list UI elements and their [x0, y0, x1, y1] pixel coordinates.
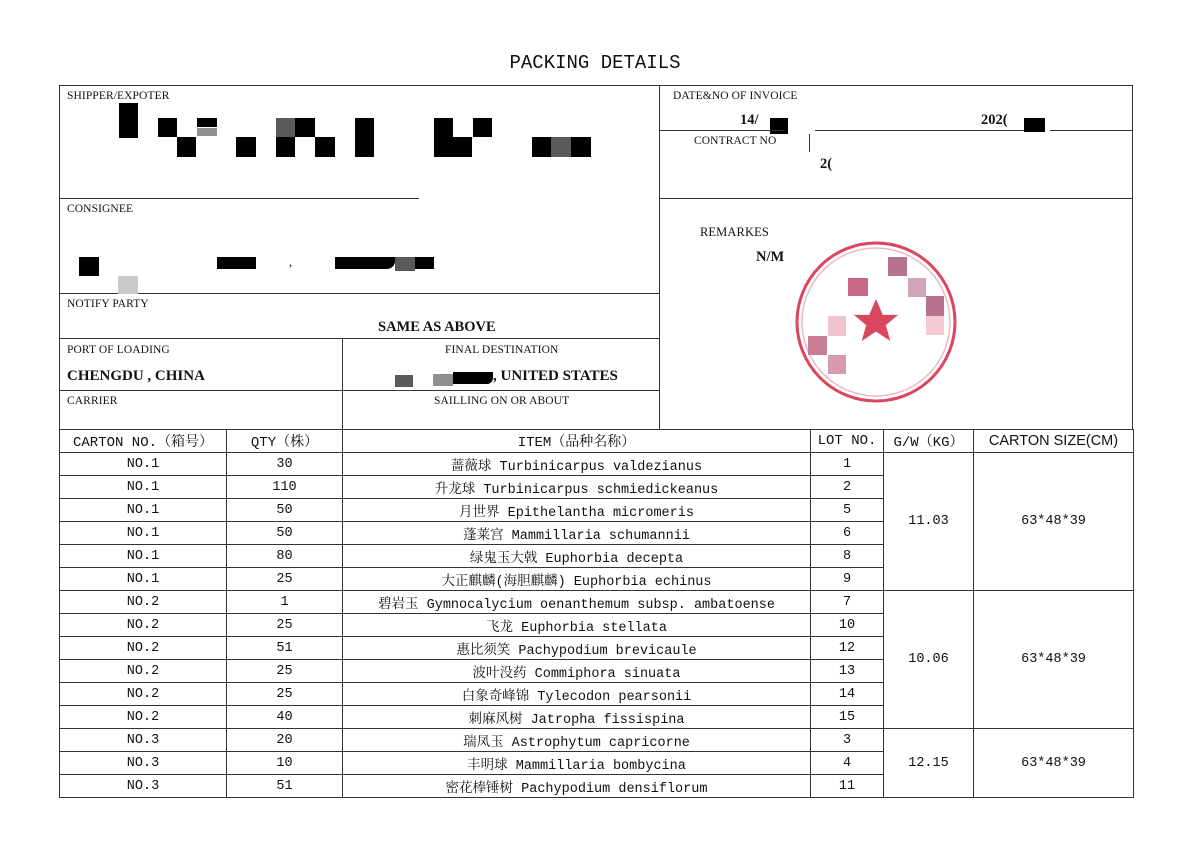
item-cell: 大正麒麟(海胆麒麟) Euphorbia echinus: [343, 568, 811, 591]
notify-value: SAME AS ABOVE: [378, 319, 496, 335]
carton-cell: NO.2: [60, 706, 227, 729]
lot-cell: 3: [811, 729, 884, 752]
item-cell: 惠比须笑 Pachypodium brevicaule: [343, 637, 811, 660]
sailing-label: SAILLING ON OR ABOUT: [434, 395, 570, 407]
qty-cell: 25: [227, 683, 343, 706]
invoice-underline: [659, 130, 784, 131]
shipper-label: SHIPPER/EXPOTER: [67, 90, 170, 102]
qty-cell: 25: [227, 568, 343, 591]
port-label: PORT OF LOADING: [67, 344, 170, 356]
date-invoice-label: DATE&NO OF INVOICE: [673, 90, 798, 102]
page-title: PACKING DETAILS: [509, 52, 681, 74]
item-cell: 刺麻风树 Jatropha fissispina: [343, 706, 811, 729]
carton-cell: NO.1: [60, 476, 227, 499]
qty-cell: 50: [227, 522, 343, 545]
lot-cell: 8: [811, 545, 884, 568]
notify-label: NOTIFY PARTY: [67, 298, 149, 310]
gross-weight-cell: 11.03: [884, 453, 974, 591]
qty-cell: 1: [227, 591, 343, 614]
table-row: [60, 591, 1134, 614]
qty-cell: 40: [227, 706, 343, 729]
qty-cell: 80: [227, 545, 343, 568]
carton-cell: NO.1: [60, 568, 227, 591]
carton-cell: NO.1: [60, 453, 227, 476]
gross-weight-cell: 12.15: [884, 729, 974, 798]
col-header-lot: LOT NO.: [811, 430, 884, 453]
remarks-label: REMARKES: [700, 225, 769, 239]
consignee-label: CONSIGNEE: [67, 203, 134, 215]
carton-cell: NO.2: [60, 660, 227, 683]
port-value: CHENGDU , CHINA: [67, 368, 205, 384]
item-cell: 密花棒锤树 Pachypodium densiflorum: [343, 775, 811, 798]
star-icon: [854, 299, 898, 341]
invoice-date-left: 14/: [740, 112, 759, 128]
invoice-date-redaction-2: [1024, 118, 1045, 132]
carton-cell: NO.3: [60, 729, 227, 752]
qty-cell: 110: [227, 476, 343, 499]
qty-cell: 20: [227, 729, 343, 752]
consignee-comma: ,: [289, 254, 293, 269]
carton-cell: NO.3: [60, 775, 227, 798]
contract-label: CONTRACT NO: [694, 135, 777, 147]
qty-cell: 51: [227, 637, 343, 660]
carton-cell: NO.2: [60, 614, 227, 637]
col-header-item: ITEM（品种名称）: [343, 430, 811, 453]
item-cell: 蔷薇球 Turbinicarpus valdezianus: [343, 453, 811, 476]
remarks-value: N/M: [756, 249, 785, 265]
company-stamp: [790, 240, 960, 405]
invoice-underline-2: [815, 130, 1030, 131]
carton-cell: NO.2: [60, 637, 227, 660]
item-cell: 绿鬼玉大戟 Euphorbia decepta: [343, 545, 811, 568]
item-cell: 波叶没药 Commiphora sinuata: [343, 660, 811, 683]
lot-cell: 10: [811, 614, 884, 637]
item-cell: 升龙球 Turbinicarpus schmiedickeanus: [343, 476, 811, 499]
qty-cell: 10: [227, 752, 343, 775]
lot-cell: 11: [811, 775, 884, 798]
lot-cell: 9: [811, 568, 884, 591]
item-cell: 月世界 Epithelantha micromeris: [343, 499, 811, 522]
qty-cell: 25: [227, 660, 343, 683]
lot-cell: 13: [811, 660, 884, 683]
carton-cell: NO.1: [60, 522, 227, 545]
carton-size-cell: 63*48*39: [974, 729, 1134, 798]
item-cell: 白象奇峰锦 Tylecodon pearsonii: [343, 683, 811, 706]
col-header-qty: QTY（株）: [227, 430, 343, 453]
destination-label: FINAL DESTINATION: [445, 344, 559, 356]
carton-size-cell: 63*48*39: [974, 453, 1134, 591]
table-row: [60, 453, 1134, 476]
lot-cell: 14: [811, 683, 884, 706]
carton-cell: NO.2: [60, 591, 227, 614]
item-cell: 飞龙 Euphorbia stellata: [343, 614, 811, 637]
qty-cell: 51: [227, 775, 343, 798]
carton-cell: NO.3: [60, 752, 227, 775]
lot-cell: 12: [811, 637, 884, 660]
item-cell: 丰明球 Mammillaria bombycina: [343, 752, 811, 775]
invoice-underline-3: [1050, 130, 1132, 131]
destination-value: , UNITED STATES: [493, 368, 618, 384]
invoice-date-redaction-1: [770, 118, 788, 134]
lot-cell: 5: [811, 499, 884, 522]
lot-cell: 7: [811, 591, 884, 614]
carton-cell: NO.2: [60, 683, 227, 706]
contract-value: 2(: [820, 156, 833, 172]
item-cell: 蓬莱宫 Mammillaria schumannii: [343, 522, 811, 545]
qty-cell: 30: [227, 453, 343, 476]
lot-cell: 4: [811, 752, 884, 775]
col-header-gw: G/W（KG）: [884, 430, 974, 453]
table-header-row: [60, 430, 1134, 453]
item-cell: 碧岩玉 Gymnocalycium oenanthemum subsp. ambatoense: [343, 591, 811, 614]
col-header-carton: CARTON NO.（箱号）: [60, 430, 227, 453]
col-header-size: CARTON SIZE(CM): [974, 430, 1134, 453]
carton-cell: NO.1: [60, 545, 227, 568]
item-cell: 瑞凤玉 Astrophytum capricorne: [343, 729, 811, 752]
lot-cell: 2: [811, 476, 884, 499]
qty-cell: 50: [227, 499, 343, 522]
gross-weight-cell: 10.06: [884, 591, 974, 729]
qty-cell: 25: [227, 614, 343, 637]
lot-cell: 15: [811, 706, 884, 729]
lot-cell: 6: [811, 522, 884, 545]
carton-cell: NO.1: [60, 499, 227, 522]
lot-cell: 1: [811, 453, 884, 476]
carton-size-cell: 63*48*39: [974, 591, 1134, 729]
invoice-date-right: 202(: [981, 112, 1008, 128]
carrier-label: CARRIER: [67, 395, 118, 407]
table-row: [60, 729, 1134, 752]
packing-table: [59, 429, 1134, 798]
